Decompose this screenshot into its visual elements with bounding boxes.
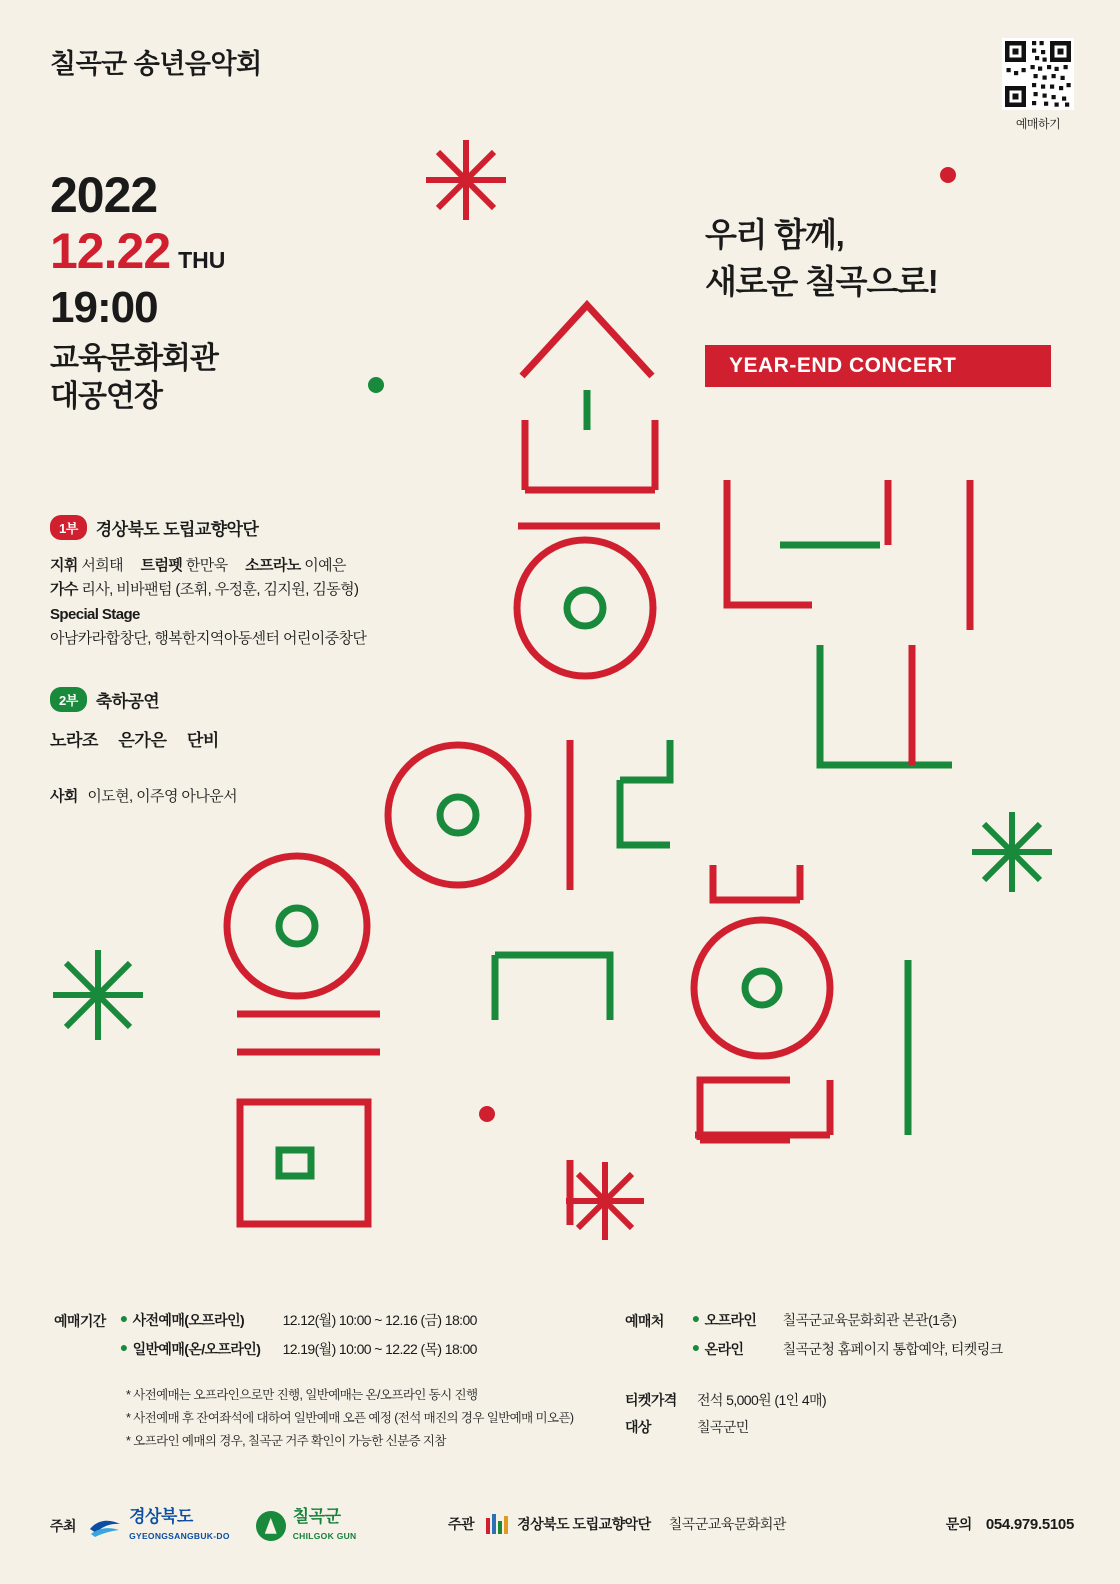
snowflake-icon-2 bbox=[972, 812, 1052, 892]
bullet-icon: ● bbox=[691, 1310, 700, 1326]
part1-line-singers bbox=[50, 578, 470, 602]
footer bbox=[0, 1492, 1120, 1562]
booking-period-row bbox=[120, 1310, 477, 1330]
dot-green bbox=[368, 377, 384, 393]
ticket-price-value: 전석 5,000원 (1인 4매) bbox=[697, 1392, 827, 1408]
event-year: 2022 bbox=[50, 167, 158, 223]
page-title: 칠곡군 송년음악회 bbox=[50, 49, 262, 79]
booking-place-row bbox=[692, 1339, 1003, 1359]
part1-title: 경상북도 도립교향악단 bbox=[95, 520, 259, 539]
gyeongbuk-mark-svg bbox=[88, 1513, 122, 1539]
value-trumpet: 한만욱 bbox=[185, 557, 228, 574]
program-part2 bbox=[50, 687, 470, 751]
booking-period-2-name: 일반예매(온/오프라인) bbox=[132, 1341, 261, 1357]
program-part2-header bbox=[50, 687, 470, 712]
artist-2: 은가은 bbox=[118, 731, 167, 751]
chilgok-text bbox=[293, 1508, 357, 1544]
dot-red-2 bbox=[479, 1106, 495, 1122]
host-label: 주최 bbox=[50, 1517, 77, 1534]
booking-place-row bbox=[692, 1310, 1003, 1330]
contact-value: 054.979.5105 bbox=[985, 1515, 1074, 1533]
booking-place-2-name: 온라인 bbox=[704, 1341, 744, 1357]
slogan bbox=[705, 212, 938, 306]
booking-period-row bbox=[120, 1339, 477, 1359]
event-venue-line1: 교육문화회관 bbox=[50, 342, 218, 375]
qr-code-svg bbox=[1002, 38, 1074, 110]
part1-line-conductor bbox=[50, 554, 470, 578]
organizer-label: 주관 bbox=[448, 1516, 475, 1532]
mc-label: 사회 bbox=[50, 788, 78, 806]
artist-1: 노라조 bbox=[50, 731, 99, 751]
organizer-2: 칠곡군교육문화회관 bbox=[668, 1516, 786, 1532]
event-dayofweek: THU bbox=[178, 247, 226, 273]
gyeongbuk-name-en: GYEONGSANGBUK-DO bbox=[129, 1530, 230, 1541]
booking-note-1: * 사전예매는 오프라인으로만 진행, 일반예매는 온/오프라인 동시 진행 bbox=[126, 1388, 478, 1402]
booking-period-1-value: 12.12(월) 10:00 ~ 12.16 (금) 18:00 bbox=[282, 1312, 477, 1328]
chilgok-mark-icon bbox=[256, 1511, 286, 1541]
mc-value: 이도현, 이주영 아나운서 bbox=[87, 788, 237, 806]
bullet-icon: ● bbox=[119, 1339, 128, 1355]
orchestra-bars-icon bbox=[486, 1514, 510, 1534]
organizer-1: 경상북도 도립교향악단 bbox=[517, 1516, 651, 1532]
mc-row bbox=[50, 785, 470, 806]
booking-note-2: * 사전예매 후 잔여좌석에 대하여 일반예매 오픈 예정 (전석 매진의 경우 일반예매 미오픈) bbox=[126, 1411, 574, 1426]
footer-host bbox=[50, 1508, 356, 1544]
event-date: 12.22 bbox=[50, 223, 171, 279]
program-part1-header bbox=[50, 515, 470, 540]
snowflake-icon bbox=[426, 140, 506, 220]
part1-details bbox=[50, 554, 470, 651]
booking-place-1-value: 칠곡군교육문화회관 본관(1층) bbox=[782, 1312, 957, 1328]
dot-red bbox=[940, 167, 956, 183]
qr-label: 예매하기 bbox=[1015, 117, 1061, 131]
chilgok-name-ko: 칠곡군 bbox=[292, 1507, 341, 1526]
footer-contact bbox=[946, 1514, 1074, 1534]
target-label: 대상 bbox=[625, 1419, 651, 1435]
part2-title: 축하공연 bbox=[95, 692, 160, 712]
booking-period-label: 예매기간 bbox=[54, 1313, 106, 1329]
booking-place-block bbox=[625, 1310, 1095, 1444]
label-trumpet: 트럼펫 bbox=[140, 557, 183, 574]
part2-badge: 2부 bbox=[50, 687, 87, 712]
booking-place-1-name: 오프라인 bbox=[704, 1312, 757, 1328]
gyeongbuk-name-ko: 경상북도 bbox=[129, 1507, 193, 1526]
ticket-price-label: 티켓가격 bbox=[625, 1392, 677, 1408]
value-soprano: 이예은 bbox=[304, 557, 346, 574]
gyeongbuk-mark-icon bbox=[88, 1513, 122, 1539]
label-conductor: 지휘 bbox=[50, 557, 78, 574]
contact-label: 문의 bbox=[945, 1516, 972, 1532]
booking-period-block bbox=[54, 1310, 614, 1453]
logo-chilgok-gun bbox=[256, 1508, 357, 1544]
booking-period-1-name: 사전예매(오프라인) bbox=[132, 1312, 245, 1328]
snowflake-icon-3 bbox=[53, 950, 143, 1040]
ticket-price-row bbox=[625, 1390, 1095, 1410]
bullet-icon: ● bbox=[691, 1339, 700, 1355]
part1-special-stage-label: Special Stage bbox=[50, 605, 140, 623]
booking-place-label: 예매처 bbox=[625, 1313, 664, 1329]
value-conductor: 서희태 bbox=[81, 557, 124, 574]
gyeongbuk-text bbox=[129, 1508, 230, 1544]
target-row bbox=[625, 1417, 1095, 1437]
label-singer: 가수 bbox=[50, 581, 78, 599]
event-datetime bbox=[50, 167, 226, 415]
booking-note-3: * 오프라인 예매의 경우, 칠곡군 거주 확인이 가능한 신분증 지참 bbox=[126, 1434, 446, 1449]
status-badge: YEAR-END CONCERT bbox=[705, 345, 1051, 387]
value-singer: 리사, 비바팬텀 (조휘, 우정훈, 김지원, 김동형) bbox=[81, 581, 359, 599]
part1-badge: 1부 bbox=[50, 515, 87, 540]
part2-artists bbox=[50, 726, 470, 751]
program-section bbox=[50, 515, 470, 806]
artist-3: 단비 bbox=[186, 731, 219, 751]
footer-organizer bbox=[448, 1514, 786, 1534]
label-soprano: 소프라노 bbox=[245, 557, 301, 574]
part1-special-stage-value: 아남카라합창단, 행복한지역아동센터 어린이중창단 bbox=[50, 629, 367, 647]
booking-period-2-value: 12.19(월) 10:00 ~ 12.22 (목) 18:00 bbox=[282, 1341, 477, 1357]
bullet-icon: ● bbox=[119, 1310, 128, 1326]
chilgok-name-en: CHILGOK GUN bbox=[292, 1530, 357, 1541]
target-value: 칠곡군민 bbox=[697, 1419, 749, 1435]
slogan-line1: 우리 함께, bbox=[705, 216, 844, 253]
logo-gyeongsangbuk-do bbox=[88, 1508, 230, 1544]
qr-code-icon[interactable] bbox=[1002, 38, 1074, 110]
qr-booking[interactable] bbox=[1002, 38, 1074, 132]
booking-notes bbox=[126, 1384, 614, 1453]
event-venue-line2: 대공연장 bbox=[50, 379, 162, 413]
slogan-line2: 새로운 칠곡으로! bbox=[705, 262, 938, 300]
snowflake-icon-4 bbox=[566, 1162, 644, 1240]
event-time: 19:00 bbox=[50, 283, 158, 332]
booking-place-2-value: 칠곡군청 홈페이지 통합예약, 티켓링크 bbox=[782, 1341, 1003, 1357]
